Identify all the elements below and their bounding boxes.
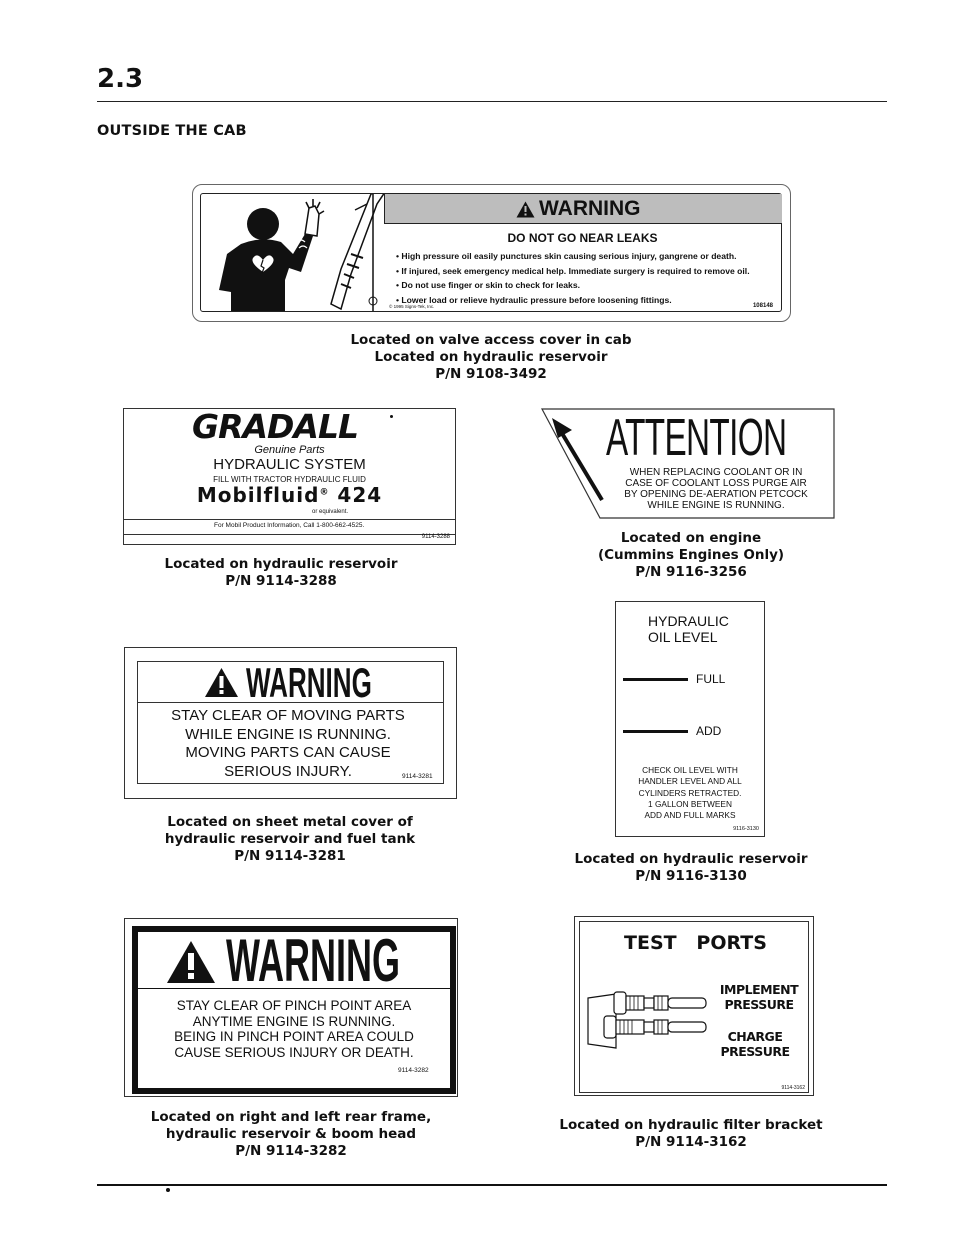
leaks-code: 108148 — [752, 303, 773, 309]
leaks-copyright: © 1995 Signs-Tek, Inc. — [389, 304, 435, 309]
moving-parts-code: 9114-3281 — [402, 773, 433, 780]
add-mark-line — [623, 730, 688, 733]
injured-person-illustration — [201, 194, 384, 311]
leaks-headline: DO NOT GO NEAR LEAKS — [507, 231, 658, 245]
gradall-genuine-parts: Genuine Parts — [254, 444, 325, 456]
section-number: 2.3 — [97, 64, 144, 94]
footer-dot — [166, 1188, 170, 1192]
leaks-decal-inner — [200, 193, 782, 312]
test-ports-decal — [574, 916, 814, 1096]
gradall-fluid: Mobilfluid® 424 — [196, 483, 383, 507]
leaks-caption: Located on valve access cover in cab Located on hydraulic reservoir P/N 9108-3492 — [350, 332, 632, 382]
pinch-point-signal-word: WARNING — [226, 927, 400, 994]
header-rule — [97, 101, 887, 102]
leaks-signal-word: WARNING — [539, 197, 641, 220]
leaks-bullet-3: • Do not use finger or skin to check for leaks. — [396, 280, 581, 290]
hazard-triangle-icon — [204, 667, 239, 698]
full-mark-line — [623, 678, 688, 681]
moving-parts-decal — [124, 647, 457, 799]
leaks-bullet-2: • If injured, seek emergency medical help. Immediate surgery is required to remove oil. — [396, 265, 750, 276]
test-ports-code: 9114-3162 — [781, 1085, 805, 1091]
moving-parts-banner — [138, 659, 443, 706]
moving-parts-inner — [137, 661, 444, 784]
gradall-caption: Located on hydraulic reservoir P/N 9114-3288 — [164, 556, 398, 589]
leaks-bullet-1: • High pressure oil easily punctures skin causing serious injury, gangrene or death. — [396, 251, 737, 261]
attention-signal-word: ATTENTION — [606, 409, 787, 467]
moving-parts-signal-word: WARNING — [246, 659, 372, 706]
oil-level-title-2: OIL LEVEL — [648, 629, 718, 645]
gradall-logo: GRADALL — [192, 407, 359, 446]
implement-pressure-label: IMPLEMENT PRESSURE — [719, 982, 799, 1012]
pinch-point-decal — [124, 918, 458, 1097]
pinch-point-text: STAY CLEAR OF PINCH POINT AREA ANYTIME ENGINE IS RUNNING. BEING IN PINCH POINT AREA COULD CAUSE SERIOUS INJURY OR DEATH. — [174, 998, 414, 1061]
gradall-hydraulic-decal — [123, 408, 456, 545]
test-ports-inner — [579, 921, 809, 1093]
oil-level-instructions: CHECK OIL LEVEL WITH HANDLER LEVEL AND ALL CYLINDERS RETRACTED. 1 GALLON BETWEEN ADD AND FULL MARKS — [638, 765, 742, 821]
add-label: ADD — [696, 724, 722, 738]
test-ports-title: TEST PORTS — [624, 932, 767, 954]
test-ports-caption: Located on hydraulic filter bracket P/N 9114-3162 — [559, 1117, 823, 1150]
attention-caption: Located on engine (Cummins Engines Only) P/N 9116-3256 — [597, 530, 785, 580]
leaks-signal-banner — [384, 194, 782, 224]
full-label: FULL — [696, 672, 726, 686]
moving-parts-text: STAY CLEAR OF MOVING PARTS WHILE ENGINE IS RUNNING. MOVING PARTS CAN CAUSE SERIOUS INJURY. — [171, 707, 405, 780]
section-title: OUTSIDE THE CAB — [97, 123, 247, 139]
leaks-bullet-list — [396, 249, 750, 307]
gradall-info-text: For Mobil Product Information, Call 1-800-662-4525. — [214, 522, 365, 529]
gradall-fill-text: FILL WITH TRACTOR HYDRAULIC FLUID — [213, 475, 366, 484]
moving-parts-caption: Located on sheet metal cover of hydraulic reservoir and fuel tank P/N 9114-3281 — [164, 814, 416, 864]
leaks-warning-decal — [192, 184, 791, 322]
gradall-system: HYDRAULIC SYSTEM — [213, 456, 366, 473]
pinch-point-inner — [132, 926, 456, 1094]
oil-level-code: 9116-3130 — [733, 826, 759, 832]
registered-dot — [390, 415, 393, 418]
gradall-equivalent: or equivalent. — [312, 509, 349, 515]
hazard-triangle-icon — [166, 940, 216, 984]
pinch-point-caption: Located on right and left rear frame, hydraulic reservoir & boom head P/N 9114-3282 — [150, 1109, 432, 1159]
oil-level-title-1: HYDRAULIC — [648, 613, 729, 629]
oil-level-caption: Located on hydraulic reservoir P/N 9116-3130 — [574, 851, 808, 884]
hydraulic-fittings-illustration — [586, 984, 716, 1054]
footer-rule — [97, 1184, 887, 1186]
pinch-point-banner — [138, 927, 450, 994]
gradall-info-box — [124, 519, 455, 535]
attention-text: WHEN REPLACING COOLANT OR IN CASE OF COOLANT LOSS PURGE AIR BY OPENING DE-AERATION PETCOCK WHILE ENGINE IS RUNNING. — [624, 467, 808, 511]
pinch-point-code: 9114-3282 — [398, 1067, 429, 1074]
gradall-code: 9114-3288 — [421, 534, 450, 540]
hazard-triangle-icon — [516, 201, 535, 218]
oil-level-decal — [615, 601, 765, 837]
leaks-bullet-4: • Lower load or relieve hydraulic pressure before loosening fittings. — [396, 294, 672, 305]
charge-pressure-label: CHARGE PRESSURE — [720, 1029, 790, 1059]
